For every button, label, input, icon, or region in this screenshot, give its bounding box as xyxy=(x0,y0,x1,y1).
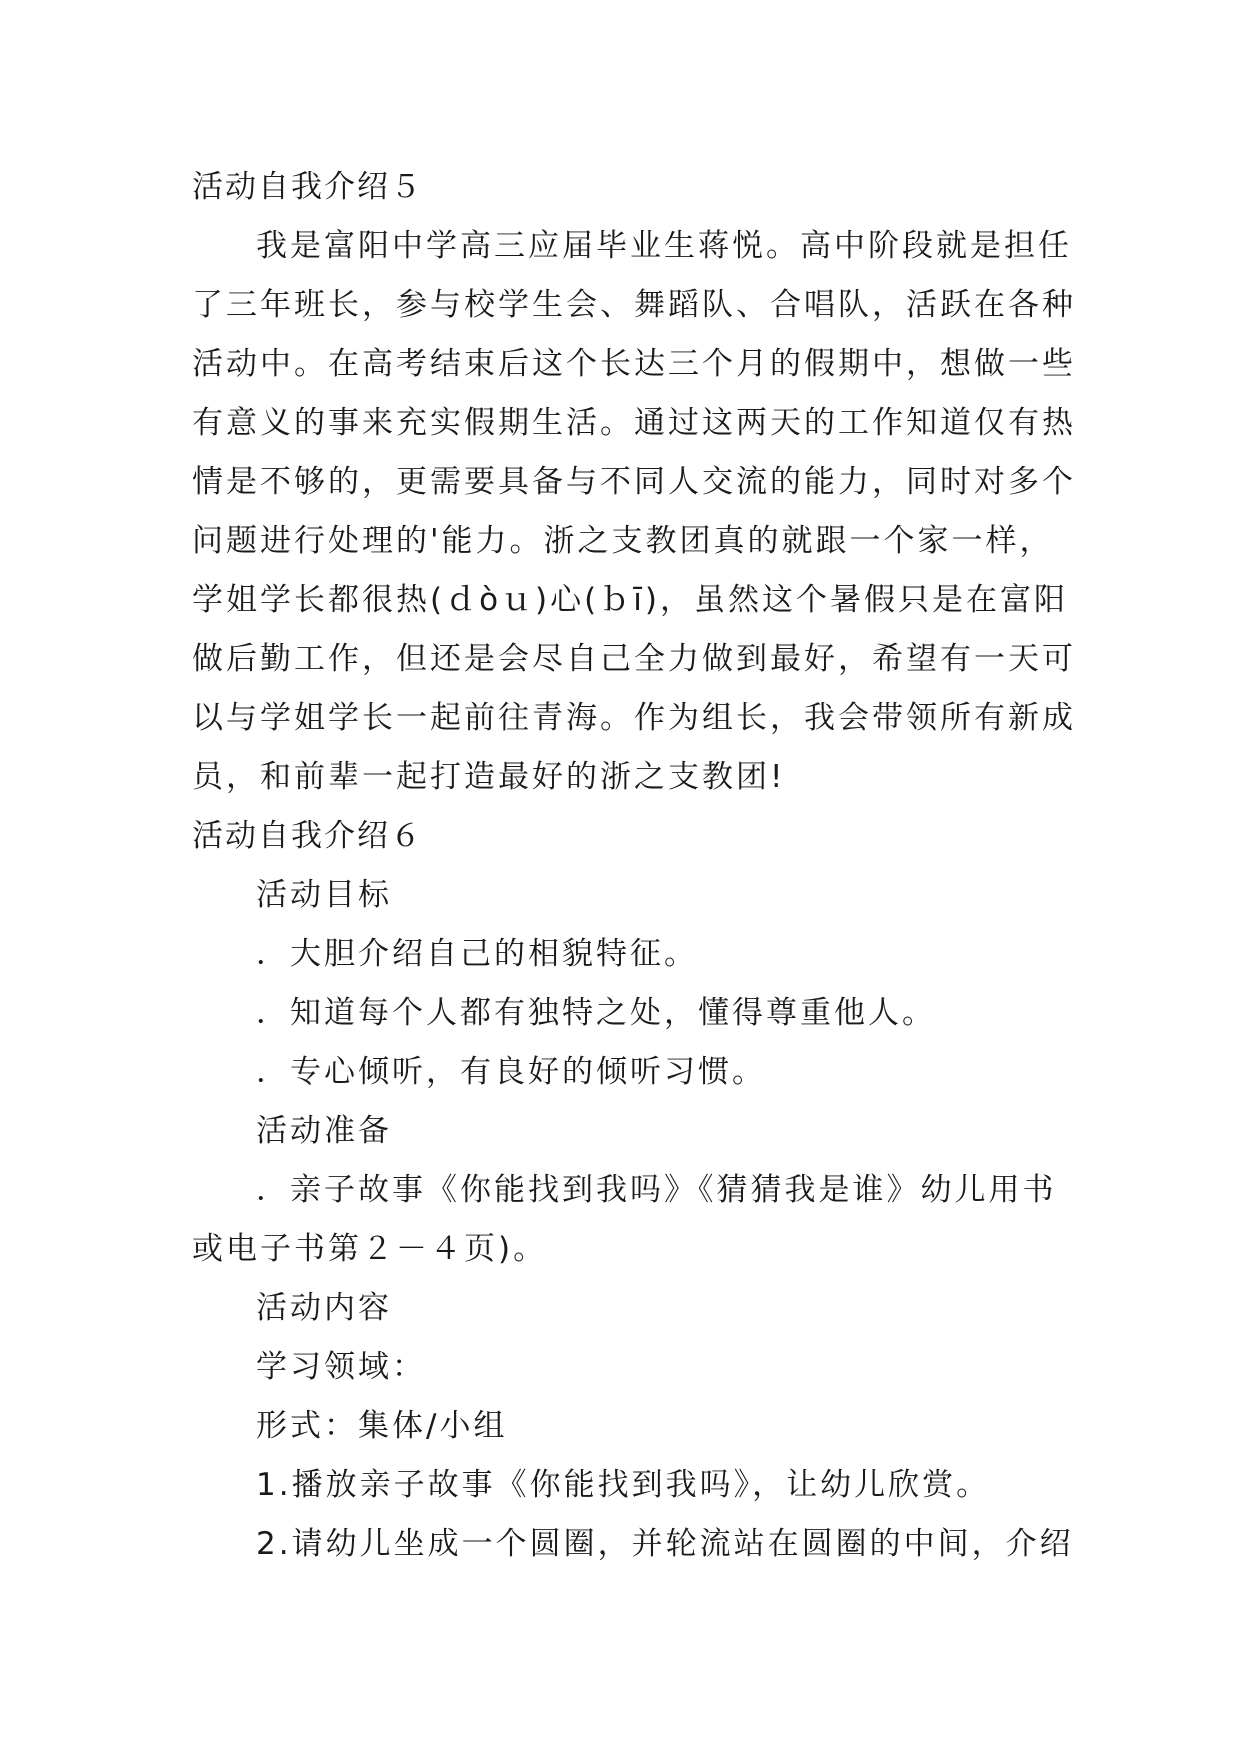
section-5-title: 活动自我介绍５ xyxy=(192,169,423,205)
form-label: 形式：集体/小组 xyxy=(256,1408,508,1444)
paragraph-line: 情是不够的，更需要具备与不同人交流的能力，同时对多个 xyxy=(192,464,1076,500)
document-content xyxy=(192,158,1076,1574)
activity-content-heading: 活动内容 xyxy=(256,1290,392,1326)
goal-item: ．知道每个人都有独特之处，懂得尊重他人。 xyxy=(256,995,936,1031)
paragraph-line: 活动中。在高考结束后这个长达三个月的假期中，想做一些 xyxy=(192,346,1076,382)
step-item: 2.请幼儿坐成一个圆圈，并轮流站在圆圈的中间，介绍 xyxy=(256,1526,1074,1562)
section-6-title: 活动自我介绍６ xyxy=(192,818,423,854)
paragraph-line: 了三年班长，参与校学生会、舞蹈队、合唱队，活跃在各种 xyxy=(192,287,1076,323)
section-5-paragraph xyxy=(192,217,1076,807)
paragraph-line: 做后勤工作，但还是会尽自己全力做到最好，希望有一天可 xyxy=(192,641,1076,677)
paragraph-line: 问题进行处理的'能力。浙之支教团真的就跟一个家一样， xyxy=(192,523,1054,559)
prep-line: 或电子书第２－４页)。 xyxy=(192,1231,548,1267)
learning-domain-label: 学习领域： xyxy=(256,1349,426,1385)
step-item: 1.播放亲子故事《你能找到我吗》，让幼儿欣赏。 xyxy=(256,1467,991,1503)
goal-item: ．大胆介绍自己的相貌特征。 xyxy=(256,936,698,972)
paragraph-line: 员，和前辈一起打造最好的浙之支教团! xyxy=(192,759,786,795)
paragraph-line: 有意义的事来充实假期生活。通过这两天的工作知道仅有热 xyxy=(192,405,1076,441)
activity-goal-heading: 活动目标 xyxy=(256,877,392,913)
paragraph-line: 我是富阳中学高三应届毕业生蒋悦。高中阶段就是担任 xyxy=(256,228,1072,264)
goal-item: ．专心倾听，有良好的倾听习惯。 xyxy=(256,1054,766,1090)
activity-prep-heading: 活动准备 xyxy=(256,1113,392,1149)
prep-line: ．亲子故事《你能找到我吗》《猜猜我是谁》幼儿用书 xyxy=(256,1172,1057,1208)
paragraph-line: 学姐学长都很热(ｄòｕ)心(ｂī)，虽然这个暑假只是在富阳 xyxy=(192,582,1068,618)
paragraph-line: 以与学姐学长一起前往青海。作为组长，我会带领所有新成 xyxy=(192,700,1076,736)
